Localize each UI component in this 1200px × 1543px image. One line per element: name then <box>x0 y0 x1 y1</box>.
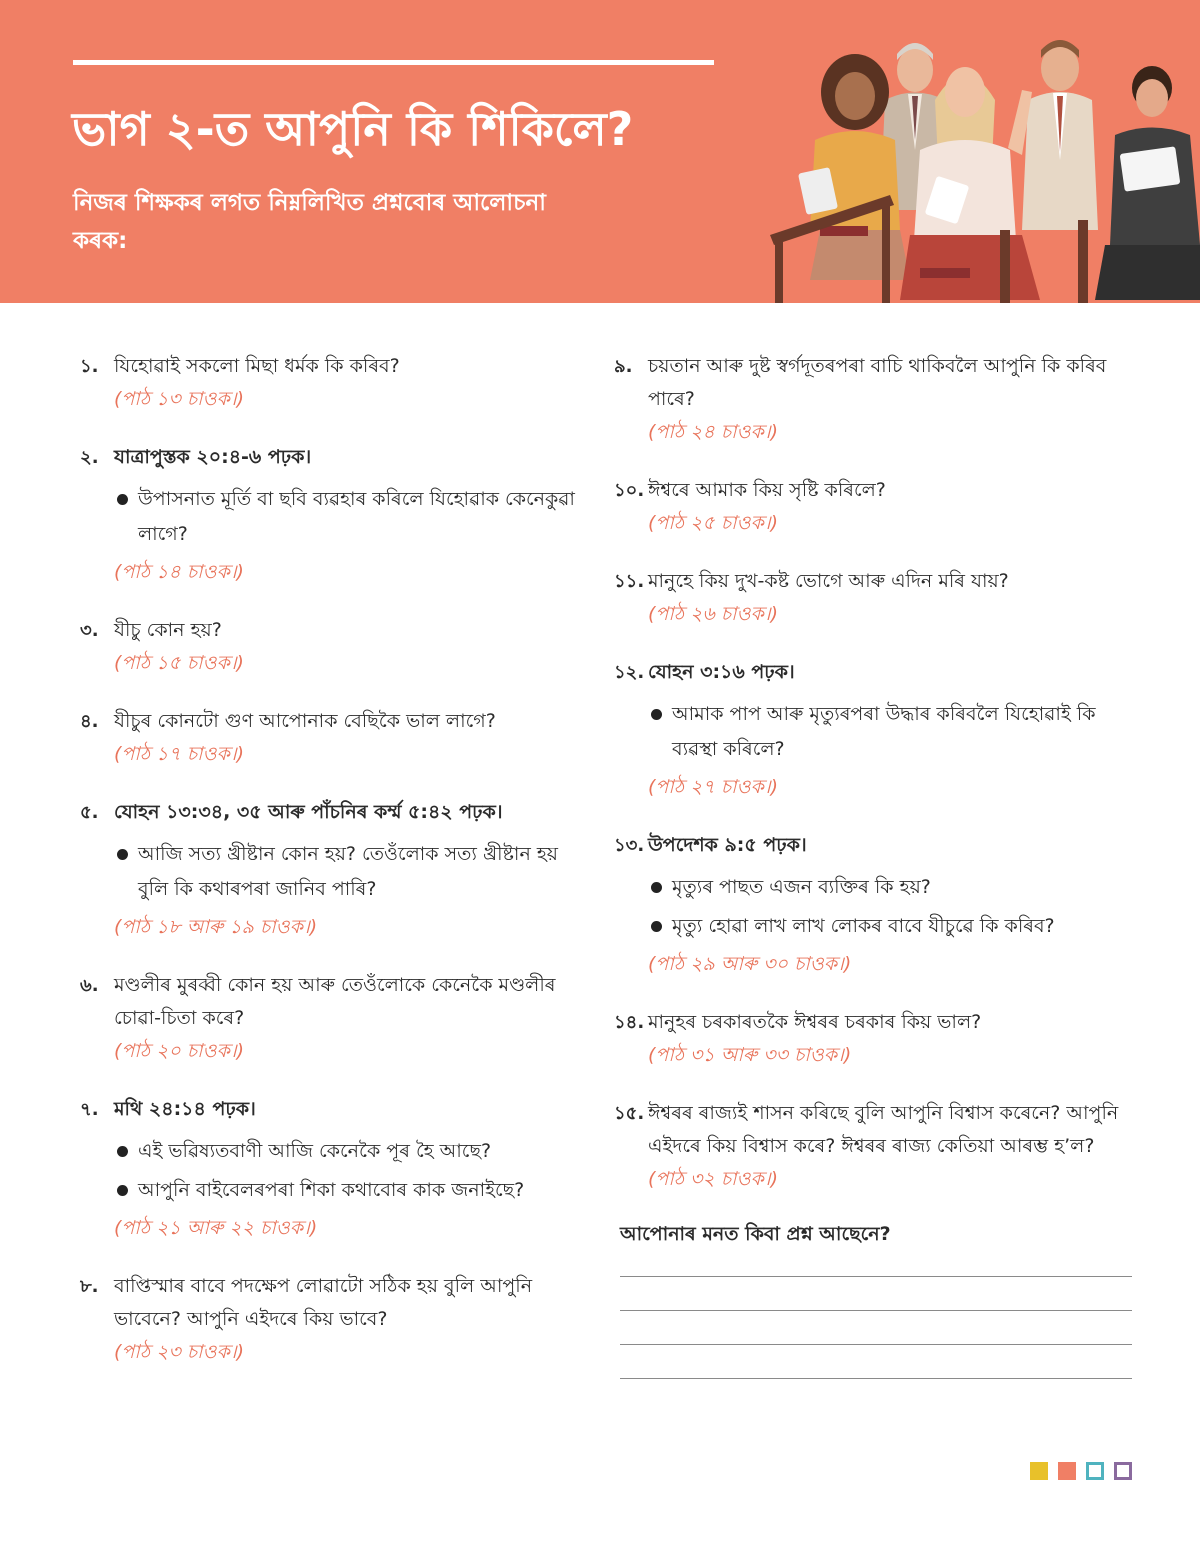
notes-heading: আপোনাৰ মনত কিবা প্ৰশ্ন আছেনে? <box>620 1223 891 1245</box>
question-item <box>614 1097 1144 1196</box>
question-item <box>80 969 590 1068</box>
lesson-reference: (পাঠ ১৪ চাওক।) <box>114 561 244 583</box>
bullet-item <box>114 1173 590 1208</box>
question-number: ৭. <box>80 1099 99 1120</box>
question-number: ১৫. <box>614 1103 645 1124</box>
question-item <box>614 829 1144 981</box>
question-number: ১৪. <box>614 1012 645 1033</box>
question-text: মানুহৰ চৰকাৰতকৈ ঈশ্বৰৰ চৰকাৰ কিয় ভাল? <box>648 1011 982 1033</box>
question-text: মণ্ডলীৰ মুৰব্বী কোন হয় আৰু তেওঁলোকে কেনেকৈ মণ্ডলীৰ চোৱা-চিতা কৰে? <box>114 974 556 1029</box>
note-line <box>620 1276 1132 1277</box>
bullet-item <box>648 909 1144 944</box>
lesson-reference: (পাঠ ২৭ চাওক।) <box>648 776 779 798</box>
question-text: উপদেশক ৯:৫ পঢ়ক। <box>648 834 807 856</box>
bullet-dot-icon <box>651 921 662 932</box>
bullet-dot-icon <box>117 1185 128 1196</box>
question-item <box>80 1093 590 1245</box>
note-line <box>620 1344 1132 1345</box>
lesson-reference: (পাঠ ২০ চাওক।) <box>114 1040 245 1062</box>
question-text: মথি ২৪:১৪ পঢ়ক। <box>114 1098 256 1120</box>
question-bullets <box>114 482 590 552</box>
note-line <box>620 1378 1132 1379</box>
question-number: ৯. <box>614 356 633 377</box>
header-banner <box>0 0 1200 303</box>
question-item <box>80 1270 590 1369</box>
question-item <box>614 656 1144 804</box>
question-number: ৬. <box>80 975 99 996</box>
question-text: ঈশ্বৰৰ ৰাজ্যই শাসন কৰিছে বুলি আপুনি বিশ্বাস কৰেনে? আপুনি এইদৰে কিয় বিশ্বাস কৰে? ঈশ্বৰৰ ৰাজ্য কেতিয়া আৰম্ভ হ’ল? <box>648 1102 1119 1157</box>
question-item <box>614 474 1144 540</box>
bullet-dot-icon <box>651 709 662 720</box>
question-text: চয়তান আৰু দুষ্ট স্বৰ্গদূতৰপৰা বাচি থাকিবলৈ আপুনি কি কৰিব পাৰে? <box>648 355 1107 410</box>
page-title: ভাগ ২-ত আপুনি কি শিকিলে? <box>72 102 634 156</box>
question-number: ১৩. <box>614 835 645 856</box>
decor-square-orange <box>1058 1462 1076 1480</box>
header-rule <box>73 60 714 65</box>
decor-square-teal-outline <box>1086 1462 1104 1480</box>
bullet-item <box>114 1134 590 1169</box>
lesson-reference: (পাঠ ২৯ আৰু ৩০ চাওক।) <box>648 953 852 975</box>
question-number: ৮. <box>80 1276 99 1297</box>
bullet-text: এই ভৱিষ্যতবাণী আজি কেনেকৈ পূৰ হৈ আছে? <box>138 1140 492 1162</box>
lesson-reference: (পাঠ ১৮ আৰু ১৯ চাওক।) <box>114 916 318 938</box>
lesson-reference: (পাঠ ১৩ চাওক।) <box>114 388 244 410</box>
question-bullets <box>648 870 1144 944</box>
bullet-item <box>114 482 590 552</box>
bullet-item <box>648 697 1144 767</box>
question-item <box>614 350 1144 449</box>
question-text: মানুহে কিয় দুখ-কষ্ট ভোগে আৰু এদিন মৰি যায়? <box>648 570 1009 592</box>
bullet-dot-icon <box>117 849 128 860</box>
bullet-dot-icon <box>117 494 128 505</box>
question-number: ১০. <box>614 480 645 501</box>
lesson-reference: (পাঠ ২৫ চাওক।) <box>648 512 778 534</box>
lesson-reference: (পাঠ ১৫ চাওক।) <box>114 652 244 674</box>
decor-square-purple-outline <box>1114 1462 1132 1480</box>
question-number: ১. <box>80 356 99 377</box>
person-woman-left <box>798 54 910 280</box>
lesson-reference: (পাঠ ২১ আৰু ২২ চাওক।) <box>114 1217 318 1239</box>
bullet-dot-icon <box>651 882 662 893</box>
lesson-reference: (পাঠ ২৩ চাওক।) <box>114 1341 245 1363</box>
question-text: বাপ্তিস্মাৰ বাবে পদক্ষেপ লোৱাটো সঠিক হয় বুলি আপুনি ভাবেনে? আপুনি এইদৰে কিয় ভাবে? <box>114 1275 533 1330</box>
bullet-text: মৃত্যুৰ পাছত এজন ব্যক্তিৰ কি হয়? <box>672 876 931 898</box>
question-item <box>80 796 590 944</box>
person-man-right <box>1022 40 1098 230</box>
lesson-reference: (পাঠ ২৬ চাওক।) <box>648 603 779 625</box>
bullet-text: মৃত্যু হোৱা লাখ লাখ লোকৰ বাবে যীচুৱে কি কৰিব? <box>672 915 1055 937</box>
lesson-reference: (পাঠ ২৪ চাওক।) <box>648 421 778 443</box>
question-text: যোহন ৩:১৬ পঢ়ক। <box>648 661 795 683</box>
question-number: ৫. <box>80 802 99 823</box>
question-item <box>80 614 590 680</box>
question-number: ২. <box>80 447 99 468</box>
question-text: যোহন ১৩:৩৪, ৩৫ আৰু পাঁচনিৰ কৰ্ম্ম ৫:৪২ পঢ়ক। <box>114 801 503 823</box>
question-item <box>80 441 590 589</box>
question-bullets <box>648 697 1144 767</box>
question-item <box>614 565 1144 631</box>
bullet-text: আমাক পাপ আৰু মৃত্যুৰপৰা উদ্ধাৰ কৰিবলৈ যিহোৱাই কি ব্যৱস্থা কৰিলে? <box>672 703 1096 760</box>
question-text: যীচু কোন হয়? <box>114 619 222 641</box>
question-text: ঈশ্বৰে আমাক কিয় সৃষ্টি কৰিলে? <box>648 479 886 501</box>
bullet-item <box>648 870 1144 905</box>
decor-square-yellow <box>1030 1462 1048 1480</box>
bullet-item <box>114 837 590 907</box>
page-subtitle: নিজৰ শিক্ষকৰ লগত নিম্নলিখিত প্ৰশ্নবোৰ আলোচনা কৰক: <box>73 190 546 254</box>
question-item <box>614 1006 1144 1072</box>
bullet-dot-icon <box>117 1146 128 1157</box>
lesson-reference: (পাঠ ১৭ চাওক।) <box>114 743 244 765</box>
questions-column-left <box>80 350 590 1394</box>
questions-column-right <box>614 350 1144 1221</box>
question-item <box>80 350 590 416</box>
person-woman-right <box>1095 66 1200 300</box>
question-text: যিহোৱাই সকলো মিছা ধৰ্মক কি কৰিব? <box>114 355 400 377</box>
question-bullets <box>114 837 590 907</box>
question-number: ৪. <box>80 711 99 732</box>
question-number: ১১. <box>614 571 645 592</box>
question-number: ১২. <box>614 662 645 683</box>
question-text: যীচুৰ কোনটো গুণ আপোনাক বেছিকৈ ভাল লাগে? <box>114 710 496 732</box>
bullet-text: আপুনি বাইবেলৰপৰা শিকা কথাবোৰ কাক জনাইছে? <box>138 1179 525 1201</box>
question-text: যাত্ৰাপুস্তক ২০:৪-৬ পঢ়ক। <box>114 446 312 468</box>
lesson-reference: (পাঠ ৩১ আৰু ৩৩ চাওক।) <box>648 1044 852 1066</box>
bullet-text: উপাসনাত মূৰ্তি বা ছবি ব্যৱহাৰ কৰিলে যিহোৱাক কেনেকুৱা লাগে? <box>138 488 575 545</box>
people-illustration <box>760 30 1200 303</box>
bullet-text: আজি সত্য খ্ৰীষ্টান কোন হয়? তেওঁলোক সত্য খ্ৰীষ্টান হয় বুলি কি কথাৰপৰা জানিব পাৰি? <box>138 843 558 900</box>
lesson-reference: (পাঠ ৩২ চাওক।) <box>648 1168 779 1190</box>
question-item <box>80 705 590 771</box>
note-line <box>620 1310 1132 1311</box>
question-number: ৩. <box>80 620 99 641</box>
question-bullets <box>114 1134 590 1208</box>
